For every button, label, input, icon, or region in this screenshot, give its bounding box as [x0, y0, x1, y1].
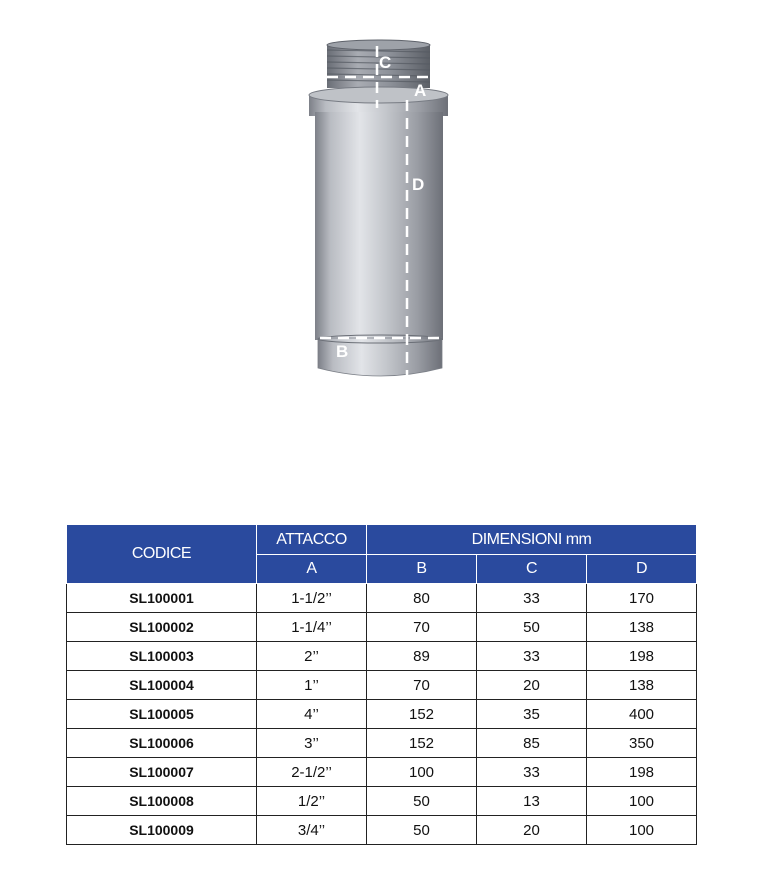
cell-c: 50 — [477, 613, 587, 642]
cell-a: 2’’ — [257, 642, 367, 671]
cell-b: 89 — [367, 642, 477, 671]
header-col-d: D — [587, 555, 697, 584]
cell-d: 138 — [587, 613, 697, 642]
header-col-b: B — [367, 555, 477, 584]
cell-d: 400 — [587, 700, 697, 729]
cell-b: 152 — [367, 700, 477, 729]
header-col-a: A — [257, 555, 367, 584]
cell-code: SL100001 — [67, 584, 257, 613]
table-row — [67, 758, 697, 787]
table-row — [67, 584, 697, 613]
cell-a: 1-1/2’’ — [257, 584, 367, 613]
cell-d: 100 — [587, 816, 697, 845]
cell-code: SL100005 — [67, 700, 257, 729]
dimension-label-a: A — [414, 81, 427, 100]
cell-a: 4’’ — [257, 700, 367, 729]
cell-d: 170 — [587, 584, 697, 613]
header-col-c: C — [477, 555, 587, 584]
cell-c: 20 — [477, 671, 587, 700]
dimension-label-c: C — [379, 53, 392, 72]
cell-c: 33 — [477, 642, 587, 671]
cell-a: 1-1/4’’ — [257, 613, 367, 642]
cell-b: 100 — [367, 758, 477, 787]
cell-code: SL100007 — [67, 758, 257, 787]
cell-b: 50 — [367, 787, 477, 816]
table-row — [67, 671, 697, 700]
cell-a: 3/4’’ — [257, 816, 367, 845]
header-code: CODICE — [67, 525, 257, 584]
cell-b: 70 — [367, 613, 477, 642]
cell-code: SL100008 — [67, 787, 257, 816]
cell-c: 85 — [477, 729, 587, 758]
cell-a: 3’’ — [257, 729, 367, 758]
cell-b: 80 — [367, 584, 477, 613]
cell-d: 198 — [587, 758, 697, 787]
dimension-label-d: D — [412, 175, 425, 194]
table-row — [67, 729, 697, 758]
cell-c: 20 — [477, 816, 587, 845]
cell-b: 152 — [367, 729, 477, 758]
cell-a: 1’’ — [257, 671, 367, 700]
cell-a: 1/2’’ — [257, 787, 367, 816]
dimension-label-b: B — [336, 342, 349, 361]
cell-b: 70 — [367, 671, 477, 700]
cell-c: 33 — [477, 758, 587, 787]
cell-d: 198 — [587, 642, 697, 671]
spec-table — [66, 524, 697, 845]
table-row — [67, 816, 697, 845]
table-row — [67, 642, 697, 671]
cell-code: SL100003 — [67, 642, 257, 671]
cell-code: SL100009 — [67, 816, 257, 845]
table-row — [67, 700, 697, 729]
table-row — [67, 787, 697, 816]
cell-d: 100 — [587, 787, 697, 816]
cell-a: 2-1/2’’ — [257, 758, 367, 787]
cell-code: SL100006 — [67, 729, 257, 758]
cell-code: SL100004 — [67, 671, 257, 700]
table-row — [67, 613, 697, 642]
cell-c: 33 — [477, 584, 587, 613]
filter-cylinder — [309, 40, 448, 376]
header-dimensions: DIMENSIONI mm — [367, 525, 697, 555]
cell-c: 13 — [477, 787, 587, 816]
cell-b: 50 — [367, 816, 477, 845]
header-connection: ATTACCO — [257, 525, 367, 555]
cell-c: 35 — [477, 700, 587, 729]
cell-d: 138 — [587, 671, 697, 700]
cell-d: 350 — [587, 729, 697, 758]
cell-code: SL100002 — [67, 613, 257, 642]
